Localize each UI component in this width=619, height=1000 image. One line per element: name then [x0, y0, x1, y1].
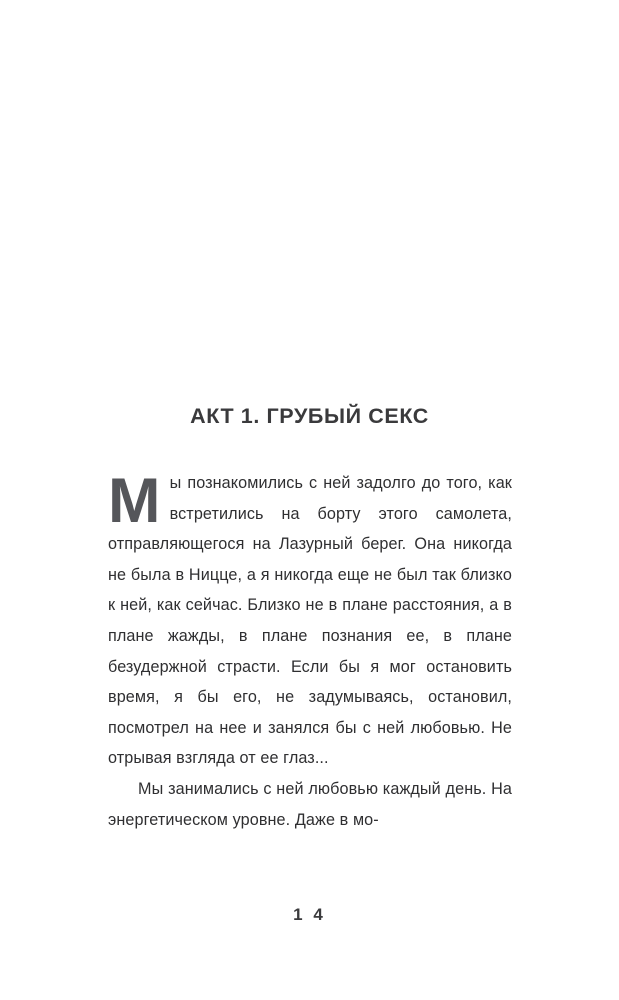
chapter-title: АКТ 1. ГРУБЫЙ СЕКС	[190, 404, 429, 429]
paragraph-first-lead: ы познакомились с ней задолго до	[169, 474, 441, 492]
paragraph-first	[108, 468, 512, 774]
page-body	[108, 468, 512, 835]
paragraph-second: Мы занимались с ней любовью каждый день. На энергетическом уровне. Даже в мо-	[108, 779, 512, 829]
paragraph-first-rest: того, как встретились на борту этого самолета, отправляющегося на Лазурный берег. Она никогда не была в Ницце, а я никогда еще не был так близко к ней, как сейчас. Близко не в плане расстояния, а в плане жажды, в плане познания ее, в плане безудержной страсти. Если бы я мог остановить время, я бы его, не задумываясь, остановил, посмотрел на нее и занялся бы с ней любовью. Не отрывая взгляда от ее глаз...	[108, 474, 512, 768]
page-number: 1 4	[293, 905, 326, 924]
drop-cap: М	[108, 466, 161, 536]
